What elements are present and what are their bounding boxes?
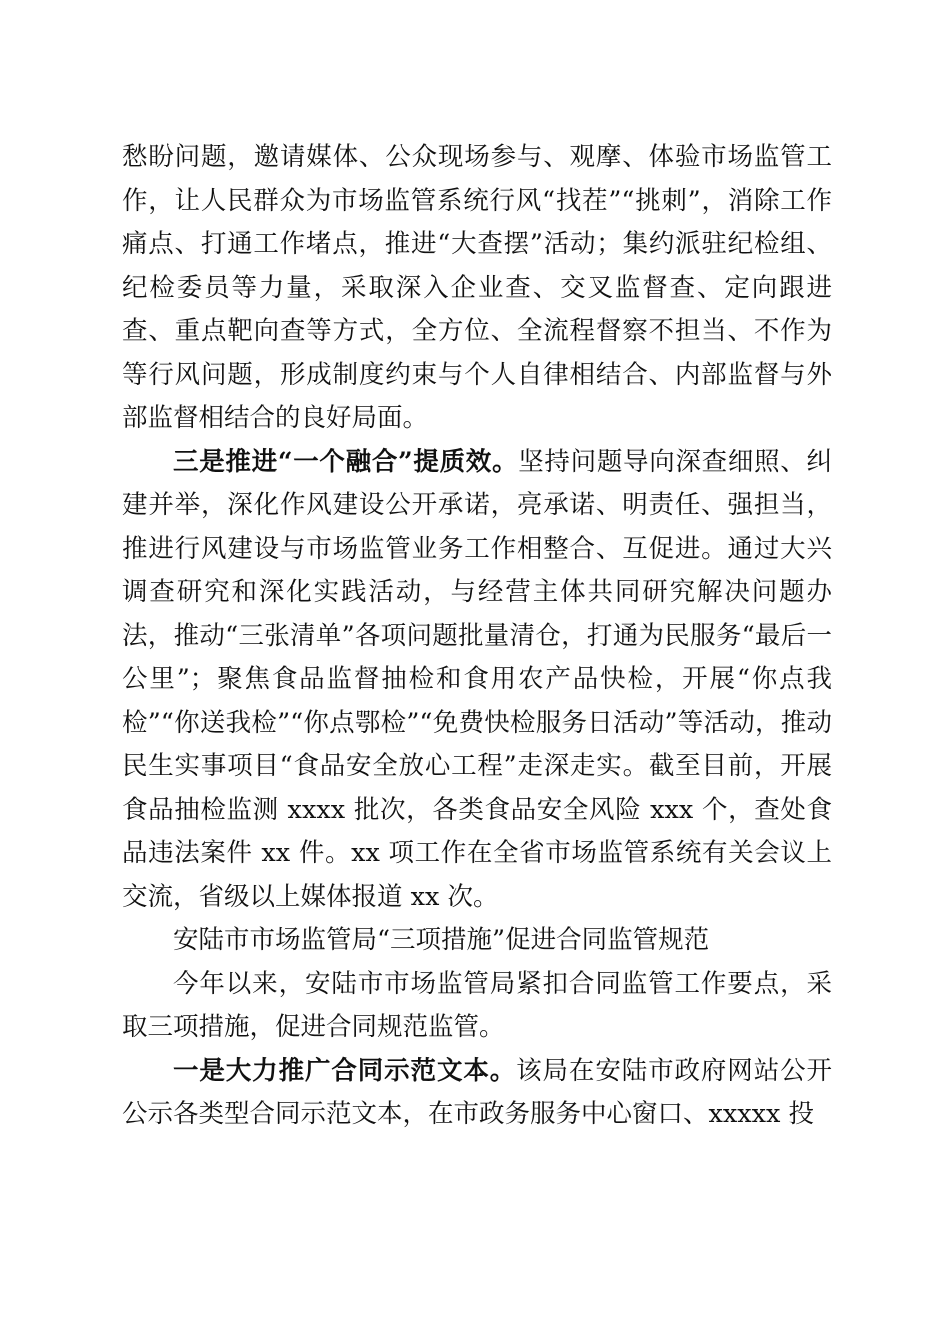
paragraph-text: 该局在安陆市政府网站公开公示各类型合同示范文本，在市政务服务中心窗口、xxxxx 投: [122, 1055, 832, 1129]
paragraph-text: 今年以来，安陆市市场监管局紧扣合同监管工作要点，采取三项措施，促进合同规范监管。: [122, 968, 832, 1042]
paragraph-continuation: [122, 136, 832, 441]
paragraph-measure-one: [122, 1050, 832, 1137]
paragraph-lead-heading: 三是推进“一个融合”提质效。: [173, 446, 519, 477]
paragraph-text: 坚持问题导向深查细照、纠建并举，深化作风建设公开承诺，亮承诺、明责任、强担当，推进行风建设与市场监管业务工作相整合、互促进。通过大兴调查研究和深化实践活动，与经营主体共同研究解决问题办法，推动“三张清单”各项问题批量清仓，打通为民服务“最后一公里”；聚焦食品监督抽检和食用农产品快检，开展“你点我检”“你送我检”“你点鄂检”“免费快检服务日活动”等活动，推动民生实事项目“食品安全放心工程”走深走实。截至目前，开展食品抽检监测 xxxx 批次，各类食品安全风险 xxx 个，查处食品违法案件 xx 件。xx 项工作在全省市场监管系统有关会议上交流，省级以上媒体报道 xx 次。: [122, 446, 832, 912]
section-title: [122, 919, 832, 963]
document-body: [122, 136, 832, 1137]
section-title-text: 安陆市市场监管局“三项措施”促进合同监管规范: [173, 925, 710, 955]
paragraph-intro: [122, 963, 832, 1050]
paragraph-text: 愁盼问题，邀请媒体、公众现场参与、观摩、体验市场监管工作，让人民群众为市场监管系统行风“找茬”“挑刺”，消除工作痛点、打通工作堵点，推进“大查摆”活动；集约派驻纪检组、纪检委员等力量，采取深入企业查、交叉监督查、定向跟进查、重点靶向查等方式，全方位、全流程督察不担当、不作为等行风问题，形成制度约束与个人自律相结合、内部监督与外部监督相结合的良好局面。: [122, 142, 832, 433]
paragraph-three-fusion: [122, 441, 832, 920]
paragraph-lead-heading: 一是大力推广合同示范文本。: [173, 1055, 517, 1086]
